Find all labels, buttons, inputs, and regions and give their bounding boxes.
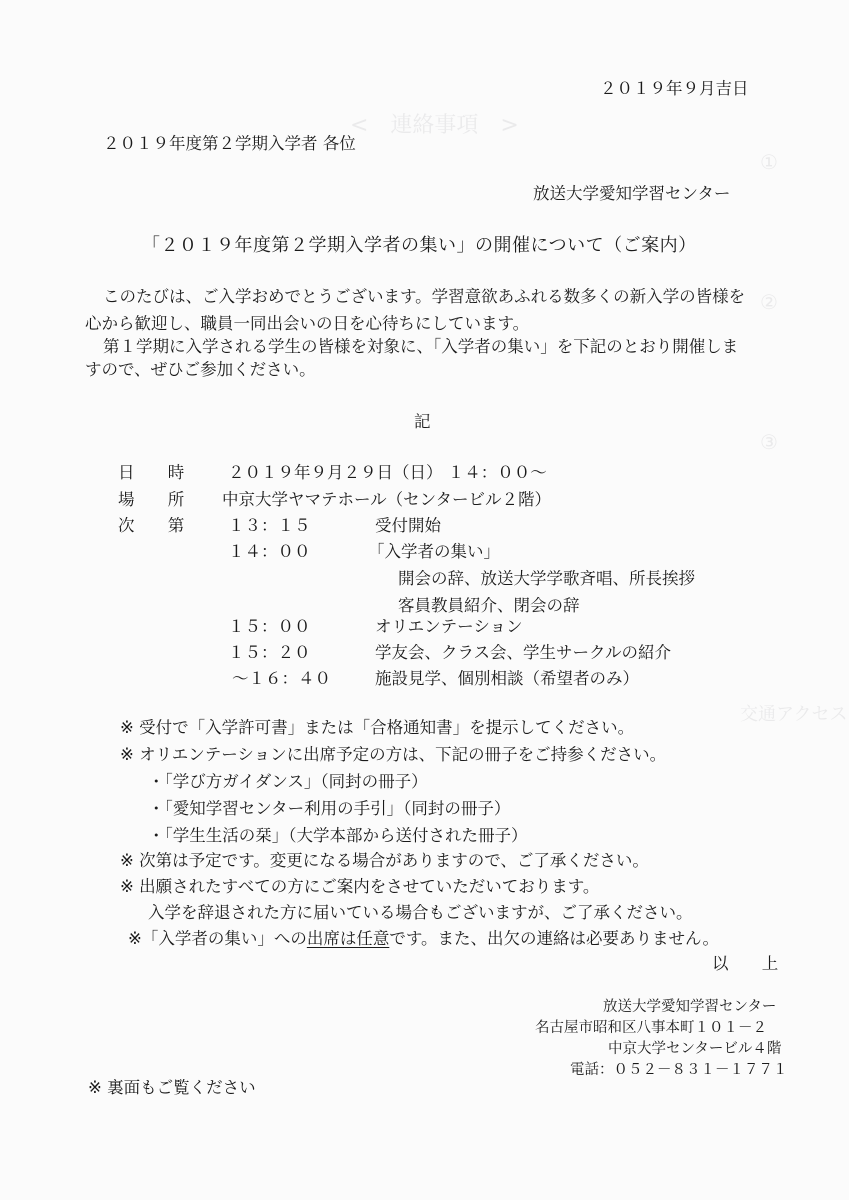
booklet-1: ・「学び方ガイダンス」（同封の冊子） xyxy=(148,772,428,791)
schedule-time: ～１６：４０ xyxy=(232,669,331,688)
note-5-underlined: 出席は任意 xyxy=(306,929,390,948)
place-label: 場 所 xyxy=(118,490,199,509)
contact-building: 中京大学センタービル４階 xyxy=(608,1041,782,1057)
sender: 放送大学愛知学習センター xyxy=(533,184,731,203)
schedule-item: 施設見学、個別相談（希望者のみ） xyxy=(375,669,639,688)
note-3: ※ 次第は予定です。変更になる場合がありますので、ご了承ください。 xyxy=(120,851,649,870)
note-1: ※ 受付で「入学許可書」または「合格通知書」を提示してください。 xyxy=(120,718,635,737)
program-label: 次 第 xyxy=(118,516,199,535)
issue-date: ２０１９年９月吉日 xyxy=(600,79,749,98)
schedule-item: オリエンテーション xyxy=(375,617,523,636)
ki-heading: 記 xyxy=(414,412,431,431)
note-5-suffix: です。また、出欠の連絡は必要ありません。 xyxy=(389,929,719,948)
intro-line-3: 第１学期に入学される学生の皆様を対象に、「入学者の集い」を下記のとおり開催しま xyxy=(103,337,739,356)
footer-note: ※ 裏面もご覧ください xyxy=(88,1078,256,1097)
schedule-item: 「入学者の集い」 xyxy=(368,542,500,561)
schedule-item: 受付開始 xyxy=(375,516,441,535)
intro-line-1: このたびは、ご入学おめでとうございます。学習意欲あふれる数多くの新入学の皆様を xyxy=(103,287,746,306)
booklet-3: ・「学生生活の栞」（大学本部から送付された冊子） xyxy=(148,826,528,845)
document-page: < 連絡事項 > ① ② ③ 交通アクセス ２０１９年９月吉日 ２０１９年度第２学期入学者 各位 放送大学愛知学習センター 「２０１９年度第２学期入学者の集い」の開催について（ご案内） このたびは、ご入学おめでとうございます。学習意欲あふれる数多くの新入学の皆様を 心から歓迎し、職員一同出会いの日を心待ちにしています。 第１学期に入学される学生の皆様を対象に、「入学者の集い」を下記のとおり開催しま すので、ぜひご参加ください。 記 日 時 ２０１９年９月２９日（日） １４：００～ 場 所 中京大学ヤマテホール（センタービル２階） 次 第 １３：１５ 受付開始 １４：００ 「入学者の集い」 開会の辞、放送大学学歌斉唱、所長挨拶 客員教員紹介、閉会の辞 １５：００ オリエンテーション １５：２０ 学友会、クラス会、学生サークルの紹介 ～１６：４０ 施設見学、個別相談（希望者のみ） ※ 受付で「入学許可書」または「合格通知書」を提示してください。 ※ オリエンテーションに出席予定の方は、下記の冊子をご持参ください。 ・「学び方ガイダンス」（同封の冊子） ・「愛知学習センター利用の手引」（同封の冊子） ・「学生生活の栞」（大学本部から送付された冊子） ※ 次第は予定です。変更になる場合がありますので、ご了承ください。 ※ 出願されたすべての方にご案内をさせていただいております。 入学を辞退された方に届いている場合もございますが、ご了承ください。 ※「入学者の集い」への出席は任意です。また、出欠の連絡は必要ありません。 以 上 放送大学愛知学習センター 名古屋市昭和区八事本町１０１－２ 中京大学センタービル４階 電話：０５２－８３１－１７７１ ※ 裏面もご覧ください xyxy=(85,79,848,1097)
note-4-continued: 入学を辞退された方に届いている場合もございますが、ご了承ください。 xyxy=(148,903,693,922)
closing-mark: 以 上 xyxy=(712,954,793,973)
intro-line-2: 心から歓迎し、職員一同出会いの日を心待ちにしています。 xyxy=(85,314,530,333)
contact-address: 名古屋市昭和区八事本町１０１－２ xyxy=(535,1020,767,1036)
contact-org: 放送大学愛知学習センター xyxy=(603,999,777,1015)
note-2: ※ オリエンテーションに出席予定の方は、下記の冊子をご持参ください。 xyxy=(120,745,667,764)
intro-line-4: すので、ぜひご参加ください。 xyxy=(85,360,316,379)
document-title: 「２０１９年度第２学期入学者の集い」の開催について（ご案内） xyxy=(142,235,697,256)
note-5-prefix: ※「入学者の集い」への xyxy=(128,929,307,948)
schedule-item: 客員教員紹介、閉会の辞 xyxy=(398,596,580,615)
contact-phone: 電話：０５２－８３１－１７７１ xyxy=(570,1062,788,1078)
place-value: 中京大学ヤマテホール（センタービル２階） xyxy=(222,490,552,509)
addressee: ２０１９年度第２学期入学者 各位 xyxy=(103,134,356,153)
booklet-2: ・「愛知学習センター利用の手引」（同封の冊子） xyxy=(148,799,511,818)
datetime-value: ２０１９年９月２９日（日） １４：００～ xyxy=(228,463,547,482)
schedule-item: 開会の辞、放送大学学歌斉唱、所長挨拶 xyxy=(398,569,695,588)
note-4: ※ 出願されたすべての方にご案内をさせていただいております。 xyxy=(120,877,600,896)
schedule-time: １５：２０ xyxy=(228,643,311,662)
schedule-time: １３：１５ xyxy=(228,516,311,535)
schedule-time: １５：００ xyxy=(228,617,311,636)
schedule-item: 学友会、クラス会、学生サークルの紹介 xyxy=(375,643,672,662)
schedule-time: １４：００ xyxy=(228,542,311,561)
datetime-label: 日 時 xyxy=(118,463,199,482)
note-5 xyxy=(128,929,719,949)
